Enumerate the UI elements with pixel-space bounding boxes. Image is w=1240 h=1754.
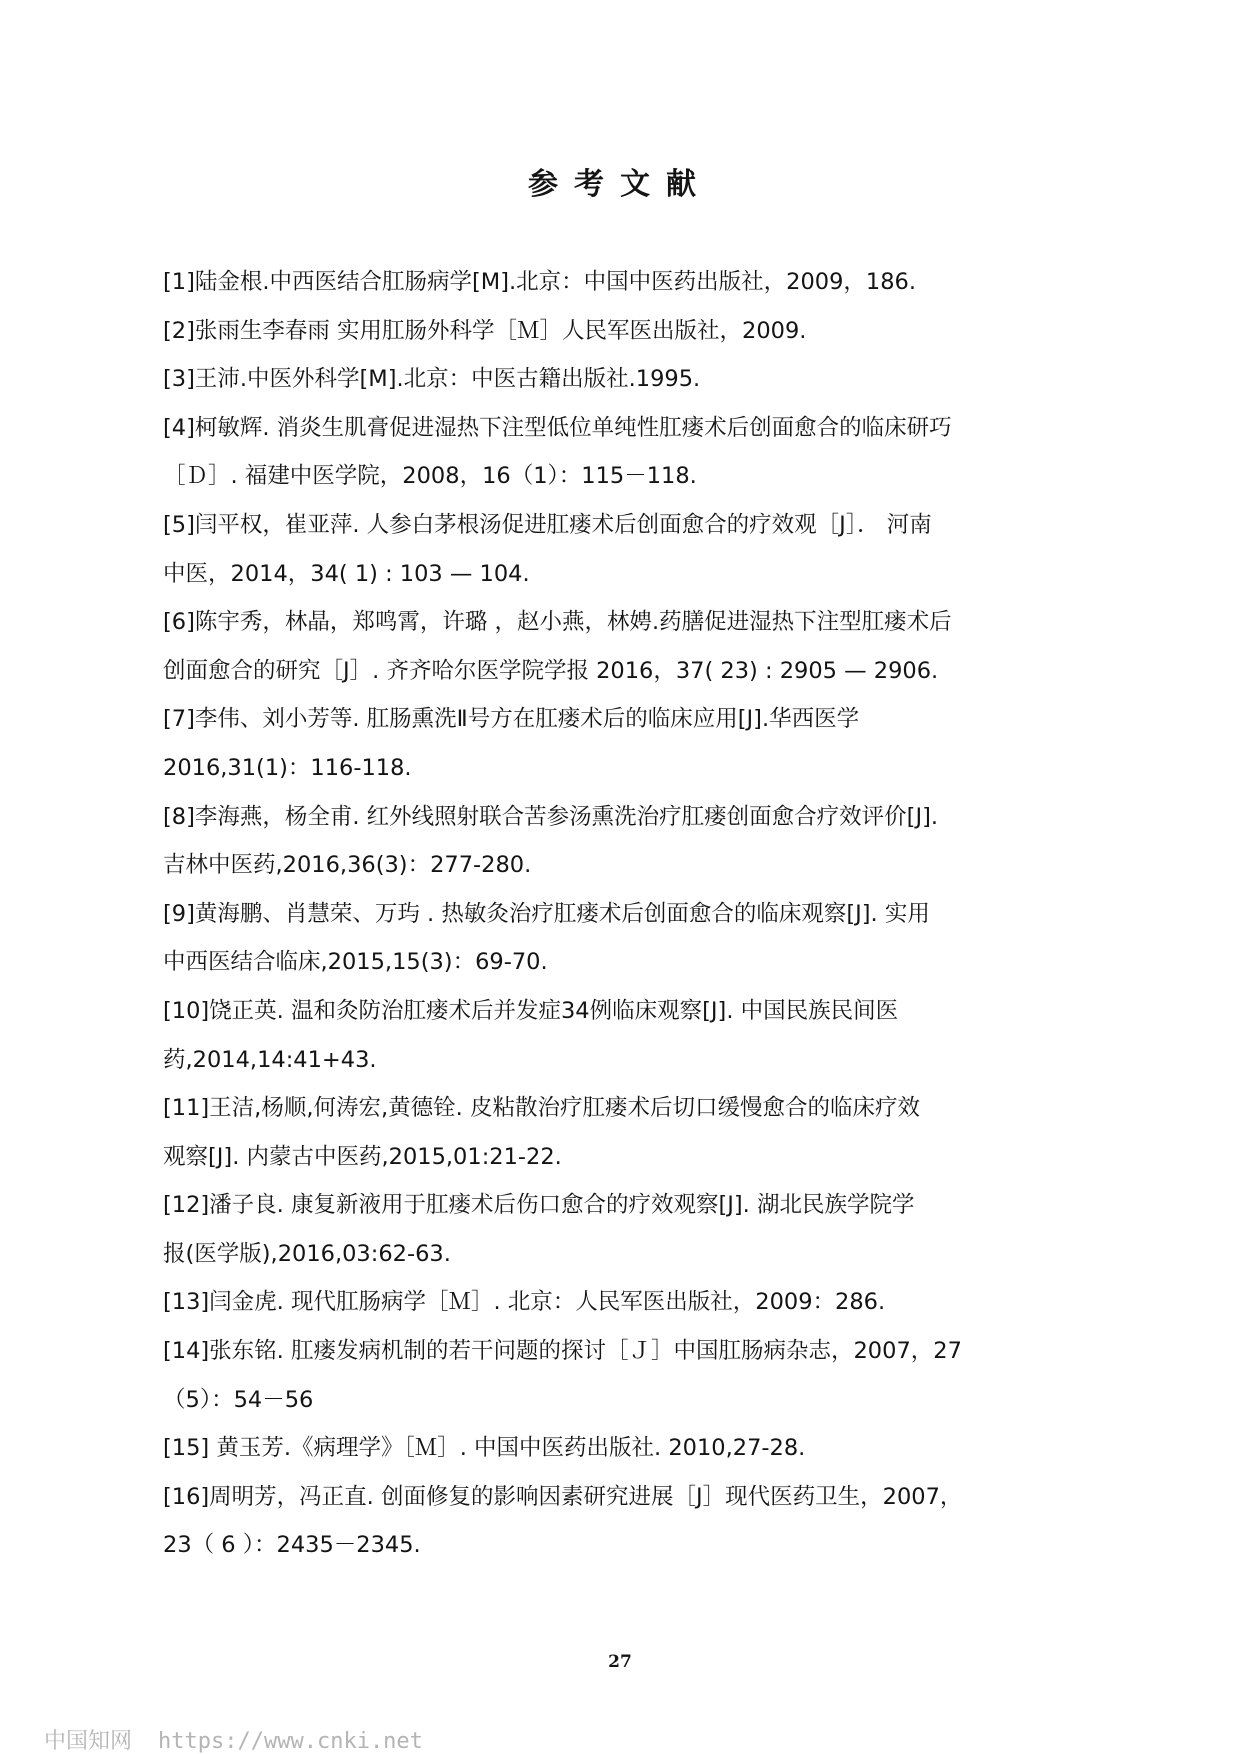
reference-line: [2]张雨生李春雨 实用肛肠外科学［Ｍ］人民军医出版社，2009. [163,317,807,344]
reference-item [163,695,1123,792]
reference-item [163,793,1123,890]
reference-item [163,987,1123,1084]
reference-item [163,355,1123,404]
reference-line: [9]黄海鹏、肖慧荣、万玙 . 热敏灸治疗肛瘘术后创面愈合的临床观察[J]. 实用 [163,900,930,927]
reference-line: 吉林中医药,2016,36(3)：277-280. [163,852,532,879]
reference-item [163,258,1123,307]
watermark-site-name: 中国知网 [44,1729,133,1754]
reference-line: [1]陆金根.中西医结合肛肠病学[M].北京：中国中医药出版社，2009，186. [163,269,917,295]
reference-line: [10]饶正英. 温和灸防治肛瘘术后并发症34例临床观察[J]. 中国民族民间医 [163,997,899,1024]
reference-line: [3]王沛.中医外科学[M].北京：中医古籍出版社.1995. [163,366,701,393]
reference-line: 2016,31(1)：116-118. [163,754,412,781]
reference-line: ［Ｄ］. 福建中医学院，2008，16（1）：115－118. [163,463,697,490]
reference-item [163,501,1123,598]
reference-item [163,1327,1123,1424]
reference-item [163,1473,1123,1570]
reference-item [163,307,1123,356]
reference-item [163,1181,1123,1278]
reference-line: 中西医结合临床,2015,15(3)：69-70. [163,949,548,976]
reference-line: [12]潘子良. 康复新液用于肛瘘术后伤口愈合的疗效观察[J]. 湖北民族学院学 [163,1192,915,1219]
reference-line: 中医，2014，34( 1) : 103 — 104. [163,560,530,587]
reference-item [163,598,1123,695]
reference-line: 药,2014,14:41+43. [163,1046,377,1073]
reference-line: 观察[J]. 内蒙古中医药,2015,01:21-22. [163,1143,562,1170]
reference-item [163,1424,1123,1473]
reference-line: [15] 黄玉芳.《病理学》［Ｍ］. 中国中医药出版社. 2010,27-28. [163,1435,806,1462]
reference-item [163,1278,1123,1327]
reference-item [163,890,1123,987]
reference-line: [13]闫金虎. 现代肛肠病学［Ｍ］. 北京：人民军医出版社，2009：286. [163,1289,886,1316]
reference-line: [14]张东铭. 肛瘘发病机制的若干问题的探讨［Ｊ］中国肛肠病杂志，2007，27 [163,1338,962,1365]
page-title: 参考文献 [528,167,712,202]
reference-line: [5]闫平权，崔亚萍. 人参白茅根汤促进肛瘘术后创面愈合的疗效观［J］． 河南 [163,511,932,538]
reference-line: [4]柯敏辉. 消炎生肌膏促进湿热下注型低位单纯性肛瘘术后创面愈合的临床研巧 [163,414,952,441]
page-number: 27 [608,1652,632,1672]
reference-list [163,258,1123,1570]
reference-item [163,1084,1123,1181]
reference-line: [16]周明芳，冯正直. 创面修复的影响因素研究进展［J］现代医药卫生，2007， [163,1483,963,1510]
reference-line: [7]李伟、刘小芳等. 肛肠熏洗Ⅱ号方在肛瘘术后的临床应用[J].华西医学 [163,706,860,733]
reference-line: [8]李海燕，杨全甫. 红外线照射联合苦参汤熏洗治疗肛瘘创面愈合疗效评价[J]. [163,803,939,830]
reference-line: [6]陈宇秀，林晶，郑鸣霄，许璐 ，赵小燕，林娉.药膳促进湿热下注型肛瘘术后 [163,609,952,636]
reference-line: 创面愈合的研究［J］. 齐齐哈尔医学院学报 2016，37( 23) : 2905 — 2906. [163,657,939,684]
cnki-watermark [44,1730,524,1754]
reference-line: [11]王洁,杨顺,何涛宏,黄德铨. 皮粘散治疗肛瘘术后切口缓慢愈合的临床疗效 [163,1095,920,1122]
watermark-url: https://www.cnki.net [158,1729,423,1754]
reference-line: （5）：54－56 [163,1386,314,1413]
reference-line: 23（ 6 ）：2435－2345. [163,1532,421,1559]
reference-line: 报(医学版),2016,03:62-63. [163,1240,451,1267]
reference-item [163,404,1123,501]
